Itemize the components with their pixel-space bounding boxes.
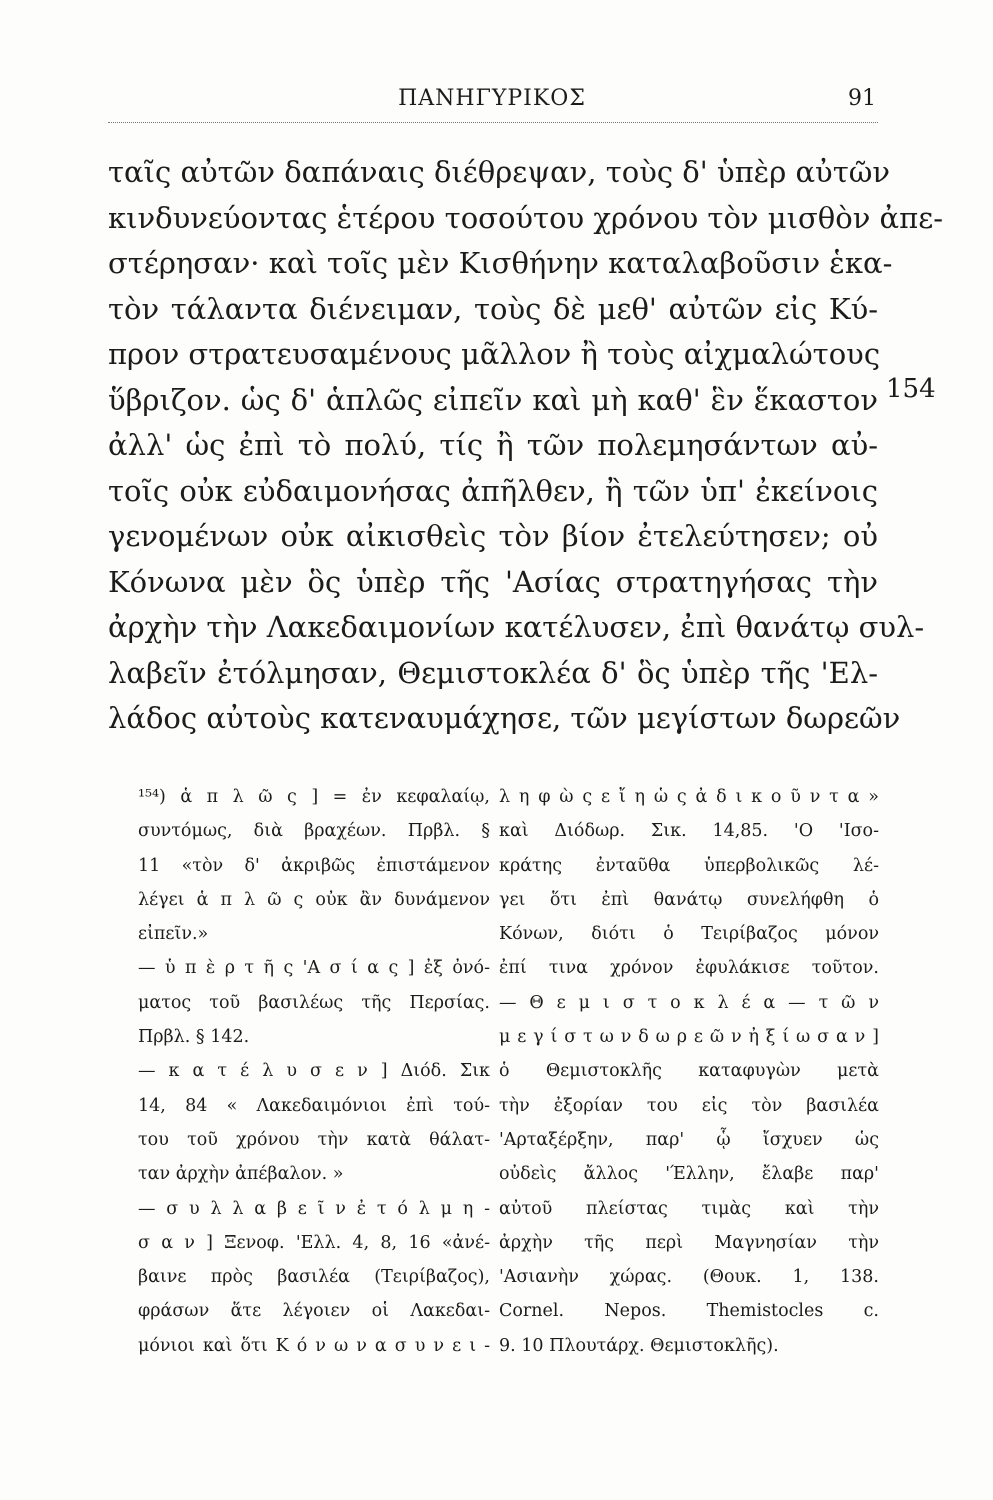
text-line: ὕβριζον. ὡς δ' ἁπλῶς εἰπεῖν καὶ μὴ καθ' ἓν ἕκαστον (108, 382, 878, 417)
text-line: στέρησαν· καὶ τοῖς μὲν Κισθήνην καταλαβοῦσιν ἑκα- (108, 246, 893, 280)
page-number: 91 (848, 86, 876, 111)
footnote-line: ¹⁵⁴) ἁ π λ ῶ ς ] = ἐν κεφαλαίῳ, (138, 787, 490, 807)
footnote-line: 'Αρταξέρξην, παρ' ᾧ ἴσχυεν ὡς (499, 1129, 879, 1150)
footnote-line: 11 «τὸν δ' ἀκριβῶς ἐπιστάμενον (138, 855, 490, 876)
footnote-line: — ὑ π ὲ ρ τ ῆ ς 'Α σ ί α ς ] ἐξ ὀνό- (138, 958, 490, 979)
margin-section-number: 154 (886, 374, 936, 404)
footnote-line: Cornel. Nepos. Themistocles c. (499, 1301, 879, 1322)
footnote-line: 'Ασιανὴν χώρας. (Θουκ. 1, 138. (499, 1267, 879, 1288)
text-line: γενομένων οὐκ αἰκισθεὶς τὸν βίον ἐτελεύτησεν; οὐ (108, 519, 878, 553)
footnote-line: 14, 84 « Λακεδαιμόνιοι ἐπὶ τού- (138, 1095, 490, 1116)
footnote-column-left (138, 780, 490, 1363)
footnote-line: τὴν ἐξορίαν του εἰς τὸν βασιλέα (499, 1095, 879, 1116)
footnote-line: — Θ ε μ ι σ τ ο κ λ έ α — τ ῶ ν (499, 992, 879, 1013)
footnote-line: ταν ἀρχὴν ἀπέβαλον. » (138, 1164, 344, 1185)
footnote-line: εἰπεῖν.» (138, 924, 209, 945)
footnote-line: γει ὅτι ἐπὶ θανάτῳ συνελήφθη ὁ (499, 889, 879, 910)
running-title: ΠΑΝΗΓΥΡΙΚΟΣ (398, 86, 586, 111)
footnote-line: — σ υ λ λ α β ε ῖ ν ἐ τ ό λ μ η - (138, 1198, 490, 1219)
footnote-line: του τοῦ χρόνου τὴν κατὰ θάλατ- (138, 1129, 490, 1150)
footnote-line: ὁ Θεμιστοκλῆς καταφυγὼν μετὰ (499, 1061, 879, 1082)
footnote-line: ἀρχὴν τῆς περὶ Μαγνησίαν τὴν (499, 1232, 879, 1253)
footnote-line: φράσων ἅτε λέγοιεν οἱ Λακεδαι- (138, 1301, 490, 1322)
text-line: ταῖς αὐτῶν δαπάναις διέθρεψαν, τοὺς δ' ὑπὲρ αὐτῶν (108, 155, 891, 189)
footnote-line: μ ε γ ί σ τ ω ν δ ω ρ ε ῶ ν ἠ ξ ί ω σ α ν ] (499, 1027, 879, 1048)
footnote-line: μόνιοι καὶ ὅτι Κ ό ν ω ν α σ υ ν ε ι - (138, 1335, 490, 1356)
header-rule (108, 118, 878, 123)
footnote-line: ἐπί τινα χρόνον ἐφυλάκισε τοῦτον. (499, 958, 879, 979)
footnote-line: Πρβλ. § 142. (138, 1027, 250, 1048)
text-line: τὸν τάλαντα διένειμαν, τοὺς δὲ μεθ' αὐτῶν εἰς Κύ- (108, 291, 878, 326)
footnote-line: σ α ν ] Ξενοφ. 'Ελλ. 4, 8, 16 «ἀνέ- (138, 1232, 490, 1253)
text-line: κινδυνεύοντας ἑτέρου τοσούτου χρόνου τὸν μισθὸν ἀπε- (108, 200, 944, 235)
footnote-line: Κόνων, διότι ὁ Τειρίβαζος μόνον (499, 924, 879, 945)
footnote-line: λέγει ἁ π λ ῶ ς οὐκ ἂν δυνάμενον (138, 889, 490, 910)
footnote-line: καὶ Διόδωρ. Σικ. 14,85. 'Ο 'Ισο- (499, 821, 879, 842)
footnote-line: λ η φ ὼ ς ε ἴ η ὡ ς ἀ δ ι κ ο ῦ ν τ α » (499, 787, 879, 807)
footnote-column-right (499, 780, 879, 1363)
text-line: προν στρατευσαμένους μᾶλλον ἢ τοὺς αἰχμαλώτους (108, 337, 881, 371)
footnote-line: — κ α τ έ λ υ σ ε ν ] Διόδ. Σικ (138, 1061, 490, 1082)
footnote-line: κράτης ἐνταῦθα ὑπερβολικῶς λέ- (499, 855, 879, 876)
text-line: λαβεῖν ἐτόλμησαν, Θεμιστοκλέα δ' ὃς ὑπὲρ τῆς 'Ελ- (108, 655, 878, 690)
footnote-line: οὐδεὶς ἄλλος 'Έλλην, ἔλαβε παρ' (499, 1164, 879, 1185)
text-line: ἀρχὴν τὴν Λακεδαιμονίων κατέλυσεν, ἐπὶ θανάτῳ συλ- (108, 610, 925, 644)
text-line: τοῖς οὐκ εὐδαιμονήσας ἀπῆλθεν, ἢ τῶν ὑπ' ἐκείνοις (108, 473, 878, 508)
running-head (108, 86, 876, 122)
footnote-line: αὐτοῦ πλείστας τιμὰς καὶ τὴν (499, 1198, 879, 1219)
text-line: λάδος αὐτοὺς κατεναυμάχησε, τῶν μεγίστων δωρεῶν (108, 701, 901, 735)
text-line: ἀλλ' ὡς ἐπὶ τὸ πολύ, τίς ἢ τῶν πολεμησάντων αὐ- (108, 428, 878, 462)
footnote-line: ματος τοῦ βασιλέως τῆς Περσίας. (138, 992, 490, 1013)
footnote-line: συντόμως, διὰ βραχέων. Πρβλ. § (138, 821, 490, 842)
text-line: Κόνωνα μὲν ὃς ὑπὲρ τῆς 'Ασίας στρατηγήσας τὴν (108, 564, 878, 599)
footnote-line: 9. 10 Πλουτάρχ. Θεμιστοκλῆς). (499, 1335, 779, 1356)
footnote-line: βαινε πρὸς βασιλέα (Τειρίβαζος), (138, 1267, 490, 1288)
